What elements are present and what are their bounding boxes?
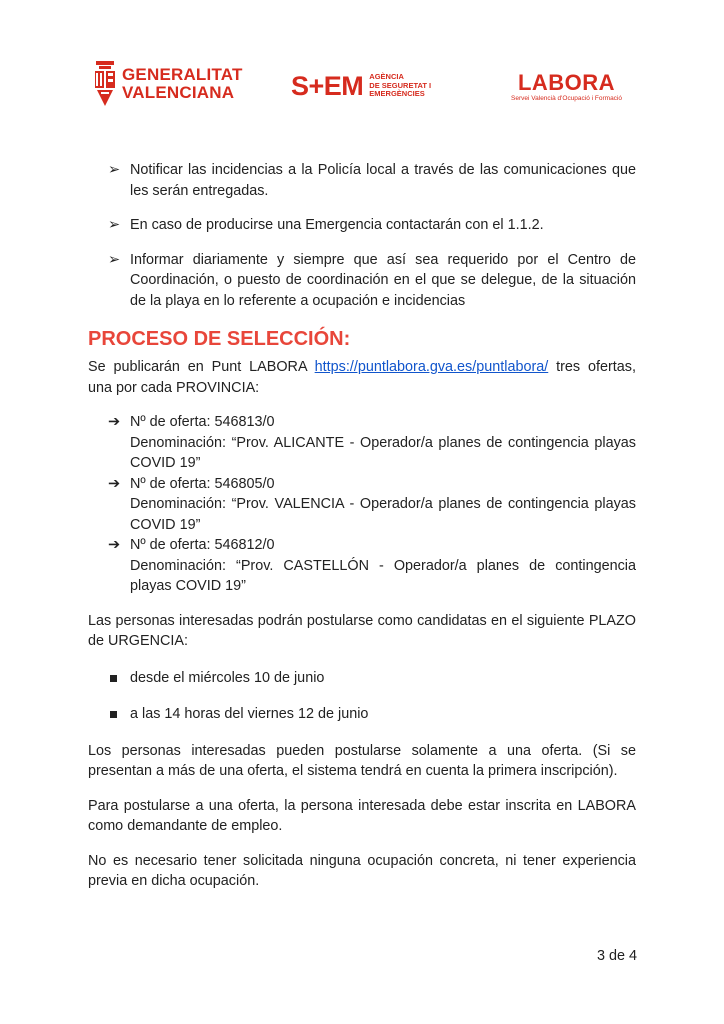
generalitat-valenciana-logo xyxy=(94,60,243,108)
arrowhead-bullet-icon: ➢ xyxy=(108,162,121,178)
sem-line-2: DE SEGURETAT I xyxy=(369,80,432,90)
paragraph-experience: No es necesario tener solicitada ninguna ocupación concreta, ni tener experiencia previa en dicha ocupación. xyxy=(88,852,636,889)
square-bullet-icon xyxy=(110,711,117,718)
sem-logo xyxy=(291,72,431,100)
section-title: PROCESO DE SELECCIÓN: xyxy=(88,328,351,350)
bullet-item xyxy=(88,215,636,236)
intro-after: tres ofertas, una por cada PROVINCIA: xyxy=(88,359,637,396)
gva-line-2: VALENCIANA xyxy=(122,83,235,102)
page-number: 3 de 4 xyxy=(596,948,637,964)
arrowhead-bullet-icon: ➢ xyxy=(108,251,121,268)
arrow-bullet-icon: ➔ xyxy=(108,475,121,492)
bullet-text: Notificar las incidencias a la Policía local a través de las comunicaciones que les serán entregadas. xyxy=(130,162,636,199)
paragraph-one-offer: Los personas interesadas pueden postularse solamente a una oferta. (Si se presentan a más de una oferta, el sistema tendrá en cuenta la primera inscripción). xyxy=(88,742,636,779)
bullet-text: En caso de producirse una Emergencia contactarán con el 1.1.2. xyxy=(130,217,544,233)
sem-line-3: EMERGÈNCIES xyxy=(369,89,425,99)
offer-number: Nº de oferta: 546812/0 xyxy=(130,537,275,553)
sem-line-1: AGÈNCIA xyxy=(369,72,404,82)
bullet-text: Informar diariamente y siempre que así sea requerido por el Centro de Coordinación, o puesto de coordinación en el que se delegue, de la situación de la playa en lo referente a ocupación e incidencias xyxy=(130,251,636,309)
offer-item xyxy=(88,412,636,474)
offer-number: Nº de oferta: 546805/0 xyxy=(130,475,275,492)
offer-name: Denominación: “Prov. CASTELLÓN - Operador/a planes de contingencia playas COVID 19” xyxy=(130,557,636,594)
offer-item xyxy=(88,474,636,536)
arrowhead-bullet-icon: ➢ xyxy=(108,217,121,233)
paragraph-registration: Para postularse a una oferta, la persona interesada debe estar inscrita en LABORA como demandante de empleo. xyxy=(88,797,636,834)
date-item xyxy=(88,704,636,725)
labora-logo xyxy=(511,72,622,103)
square-bullet-icon xyxy=(110,675,117,682)
intro-before: Se publicarán en Punt LABORA xyxy=(88,359,315,375)
date-item xyxy=(88,668,636,689)
offer-name: Denominación: “Prov. VALENCIA - Operador/a planes de contingencia playas COVID 19” xyxy=(130,496,636,533)
gva-line-1: GENERALITAT xyxy=(122,65,243,84)
labora-subtitle: Servei Valencià d'Ocupació i Formació xyxy=(511,95,622,102)
arrow-bullet-icon: ➔ xyxy=(108,537,121,553)
intro-paragraph xyxy=(88,357,636,398)
page-content xyxy=(88,160,636,892)
bullet-item xyxy=(88,250,636,312)
labora-mark: LABORA xyxy=(517,70,616,95)
punt-labora-link[interactable]: https://puntlabora.gva.es/puntlabora/ xyxy=(314,359,549,375)
gva-emblem-icon xyxy=(94,60,116,108)
postulate-paragraph: Las personas interesadas podrán postularse como candidatas en el siguiente PLAZO de URGENCIA: xyxy=(88,612,636,649)
date-text: a las 14 horas del viernes 12 de junio xyxy=(130,706,369,722)
bullet-item xyxy=(88,160,636,201)
arrow-bullet-icon: ➔ xyxy=(108,414,121,430)
page-header xyxy=(94,58,630,112)
offer-name: Denominación: “Prov. ALICANTE - Operador/a planes de contingencia playas COVID 19” xyxy=(130,434,636,471)
offer-item xyxy=(88,535,636,597)
sem-mark: S+EM xyxy=(291,71,364,101)
date-text: desde el miércoles 10 de junio xyxy=(130,669,325,686)
offer-number: Nº de oferta: 546813/0 xyxy=(130,414,275,430)
